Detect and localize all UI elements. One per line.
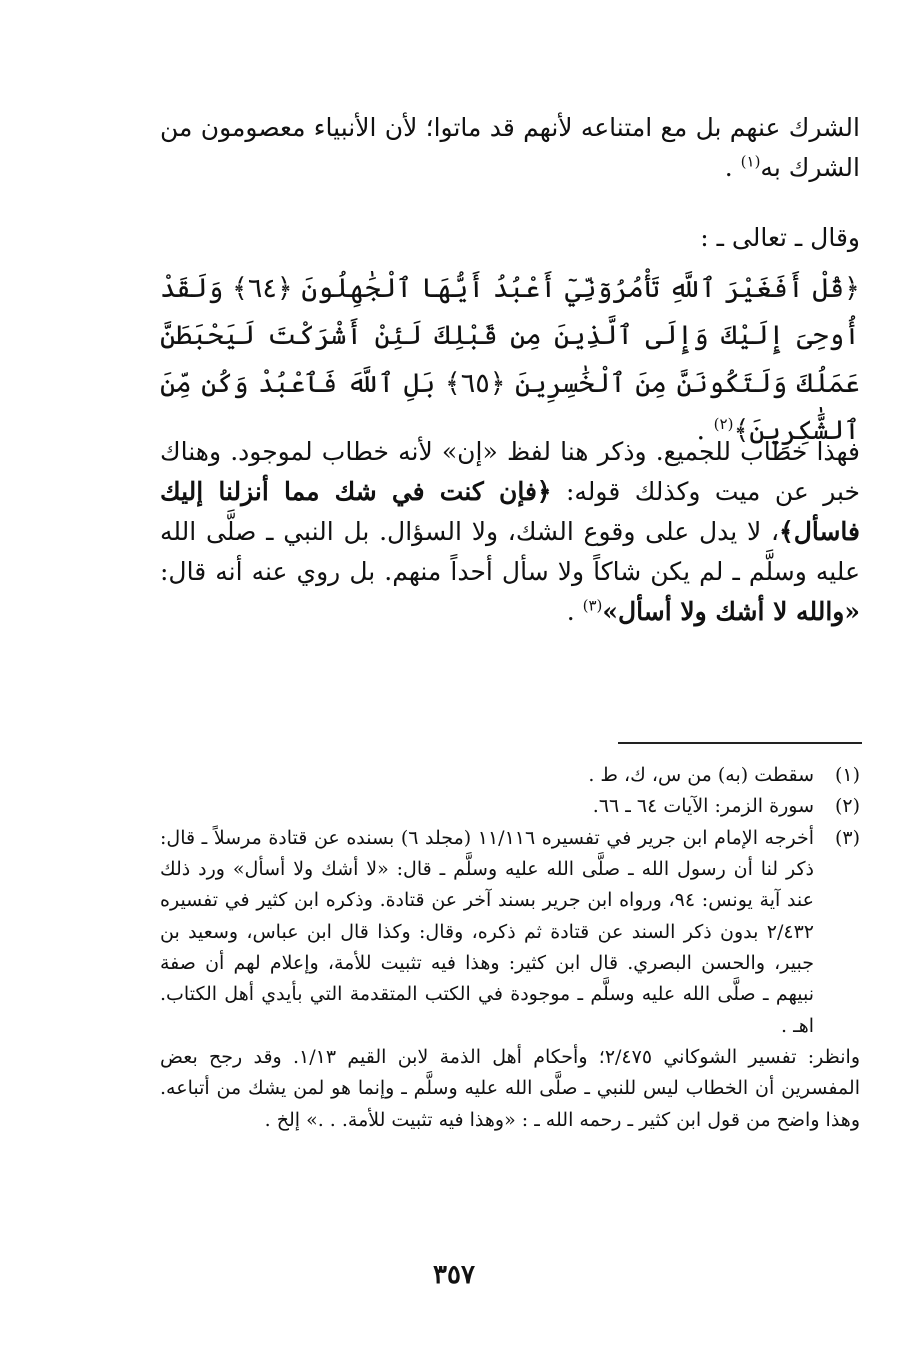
footnote-text: أخرجه الإمام ابن جرير في تفسيره ١١/١١٦ (مجلد ٦) بسنده عن قتادة مرسلاً ـ قال: ذكر لنا أن رسول الله ـ صلَّى الله عليه وسلَّم ـ قال: «لا أشك ولا أسأل» ورد ذلك عند آية يونس: ٩٤، ورواه ابن جرير بسند آخر عن قتادة. وذكره ابن كثير في تفسيره ٢/٤٣٢ بدون ذكر السند عن قتادة ثم ذكره، وقال: وكذا قال ابن عباس، وسعيد بن جبير، والحسن البصري. قال ابن كثير: وهذا فيه تثبيت للأمة، وإعلام لهم أن صفة نبيهم ـ صلَّى الله عليه وسلَّم ـ موجودة في الكتب المتقدمة التي بأيدي أهل الكتاب. اهـ . [160, 826, 814, 1037]
page-number: ٣٥٧ [433, 1260, 475, 1290]
verse-text: ﴿قُلْ أَفَغَيْرَ ٱللَّهِ تَأْمُرُوٓنِّيٓ أَعْبُدُ أَيُّهَا ٱلْجَٰهِلُونَ ﴿٦٤﴾ وَلَقَدْ أُوحِىَ إِلَيْكَ وَإِلَى ٱلَّذِينَ مِن قَبْلِكَ لَئِنْ أَشْرَكْتَ لَيَحْبَطَنَّ عَمَلُكَ وَلَتَكُونَنَّ مِنَ ٱلْخَٰسِرِينَ ﴿٦٥﴾ بَلِ ٱللَّهَ فَٱعْبُدْ وَكُن مِّنَ ٱلشَّٰكِرِينَ﴾ [160, 273, 860, 446]
paragraph-end: . [724, 153, 741, 182]
explanation-end: . [566, 597, 583, 626]
footnote-number: (١) [834, 764, 860, 786]
paragraph-body: الشرك عنهم بل مع امتناعه لأنهم قد ماتوا؛ لأن الأنبياء معصومون من الشرك به [160, 113, 860, 182]
quran-verse [160, 265, 860, 454]
footnote-2 [160, 791, 860, 822]
verse-end: . [696, 414, 714, 446]
paragraph-text [160, 108, 860, 188]
footnotes-section [160, 760, 860, 1136]
footnote-1 [160, 760, 860, 791]
footnote-3-continuation: وانظر: تفسير الشوكاني ٢/٤٧٥؛ وأحكام أهل الذمة لابن القيم ١/١٣. وقد رجح بعض المفسرين أن الخطاب ليس للنبي ـ صلَّى الله عليه وسلَّم ـ وإنما هو لمن يشك من أتباعه. وهذا واضح من قول ابن كثير ـ رحمه الله ـ : «وهذا فيه تثبيت للأمة. . .» إلخ . [160, 1046, 860, 1131]
quoted-hadith-bold: «والله لا أشك ولا أسأل» [602, 597, 860, 626]
paragraph-explanation [160, 432, 860, 632]
explanation-part-b: ، لا يدل على وقوع الشك، ولا السؤال. بل النبي ـ صلَّى الله عليه وسلَّم ـ لم يكن شاكاً ولا سأل أحداً منهم. بل روي عنه أنه قال: [160, 517, 860, 586]
explanation-part-a: فهذا خطاب للجميع. وذكر هنا لفظ «إن» لأنه خطاب لموجود. وهناك خبر عن ميت وكذلك قوله: [160, 437, 860, 506]
footnote-text: سقطت (به) من س، ك، ط . [588, 764, 814, 786]
footnote-ref-1: (١) [740, 152, 761, 171]
footnote-number: (٢) [834, 795, 860, 818]
paragraph-shirk [160, 108, 860, 188]
quoted-verse-bold: ﴿فإن كنت في شك مما أنزلنا إليك فاسأل﴾ [160, 477, 860, 546]
explanation-text [160, 432, 860, 632]
footnote-text: سورة الزمر: الآيات ٦٤ ـ ٦٦. [592, 795, 814, 818]
footnote-number: (٣) [834, 826, 860, 849]
footnote-ref-2: (٢) [713, 414, 734, 433]
footnote-ref-3: (٣) [582, 596, 603, 615]
paragraph-intro-verse [160, 218, 860, 258]
footnote-3 [160, 823, 860, 1042]
intro-verse-text: وقال ـ تعالى ـ : [700, 223, 860, 252]
footnote-separator [618, 742, 862, 744]
